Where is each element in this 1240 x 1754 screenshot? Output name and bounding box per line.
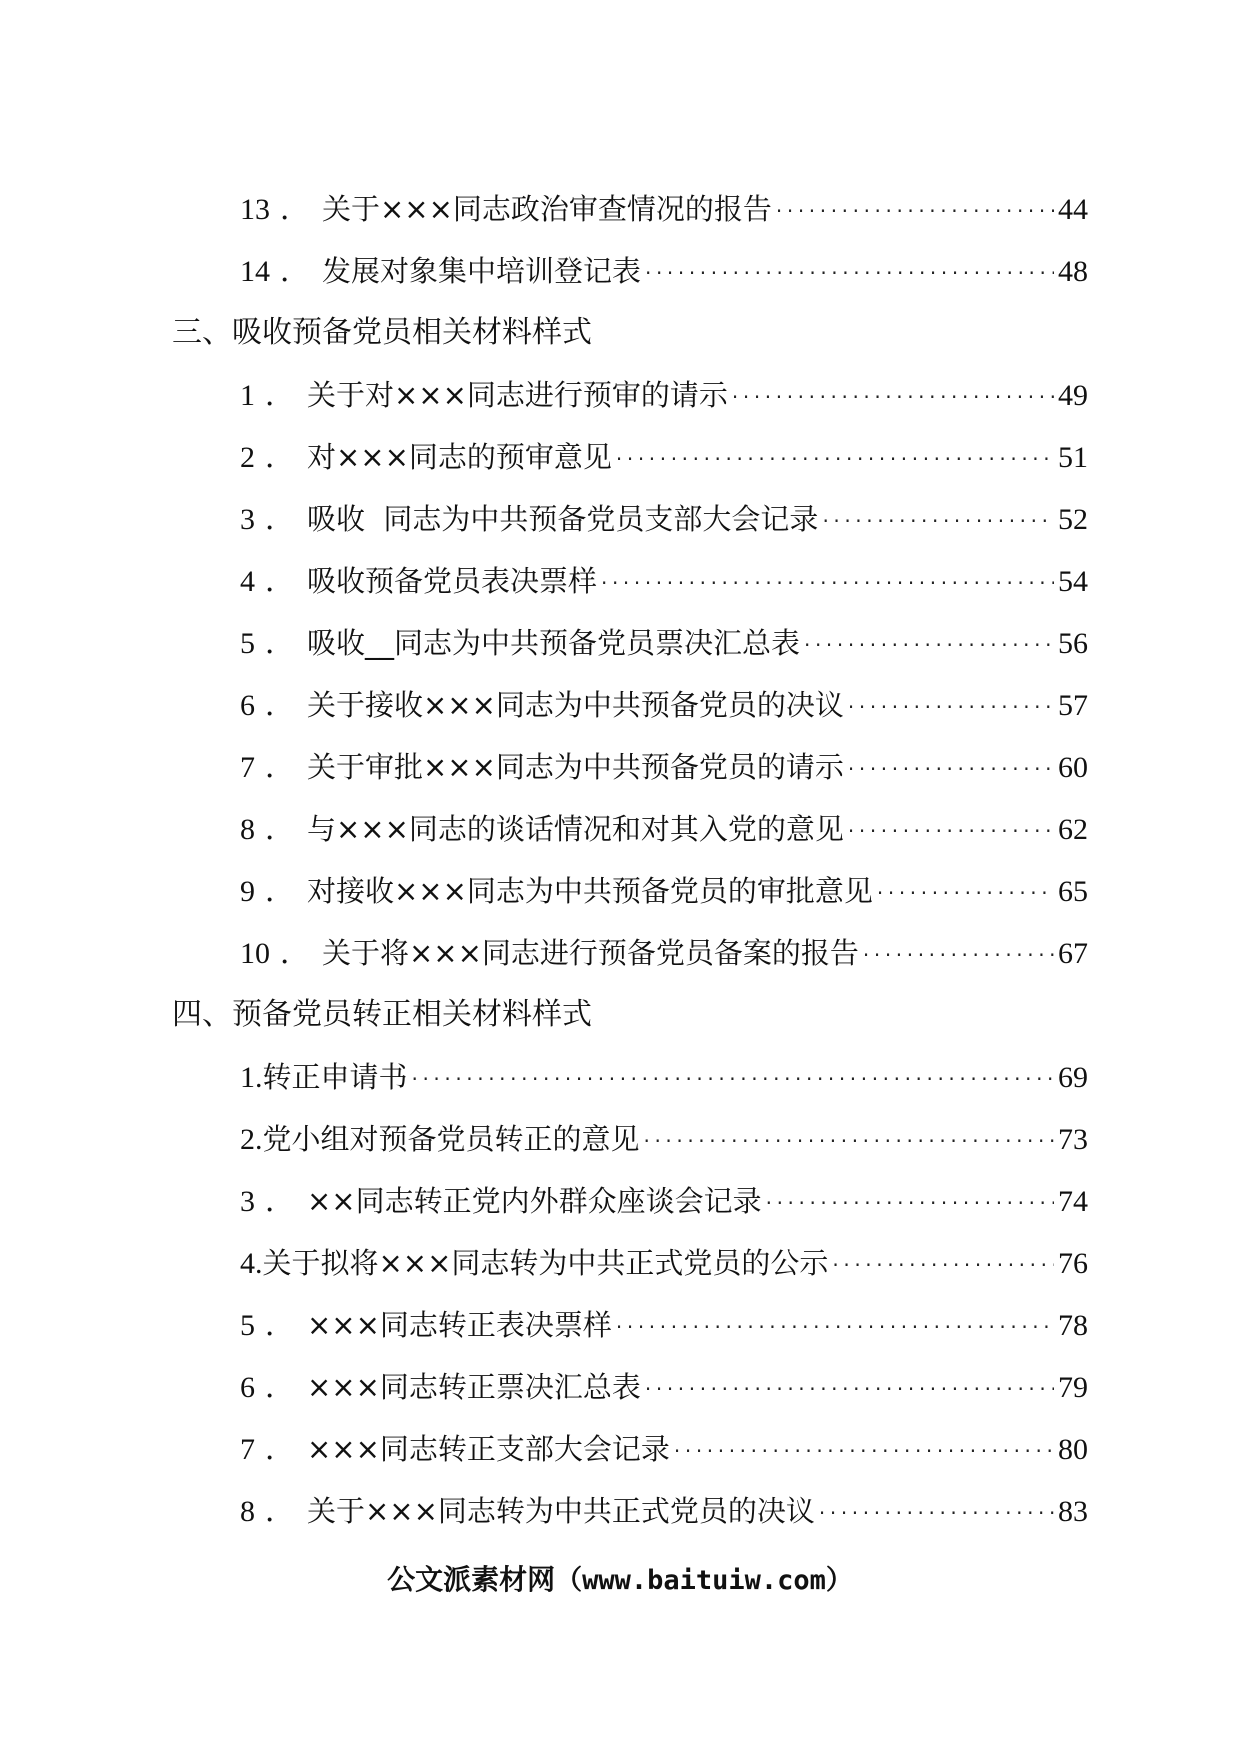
toc-entry-title: 关于将×××同志进行预备党员备案的报告 (322, 936, 859, 970)
toc-entry-separator: ． (265, 689, 295, 722)
toc-entry-number: 2 (240, 441, 255, 474)
toc-entry-title: 党小组对预备党员转正的意见 (262, 1122, 640, 1156)
toc-dot-leader (616, 1294, 1054, 1356)
toc-entry-page: 57 (1058, 689, 1088, 722)
toc-entry-number: 1. (240, 1061, 263, 1094)
toc-entry-separator: ． (265, 751, 295, 784)
toc-entry-title: 吸收 同志为中共预备党员支部大会记录 (307, 502, 819, 536)
toc-entry-separator: ． (265, 379, 295, 412)
toc-entry-number: 8 (240, 1495, 255, 1528)
toc-entry-number: 4. (240, 1247, 263, 1280)
toc-dot-leader (601, 550, 1054, 612)
toc-entry-number: 3 (240, 1185, 255, 1218)
toc-dot-leader (644, 1108, 1054, 1170)
toc-entry[interactable] (240, 364, 1088, 426)
toc-entry-separator: ． (280, 937, 310, 970)
toc-entry[interactable] (240, 1232, 1088, 1294)
toc-entry-page: 48 (1058, 255, 1088, 288)
toc-entry-number: 6 (240, 689, 255, 722)
toc-entry-page: 54 (1058, 565, 1088, 598)
page-footer (0, 1558, 1240, 1603)
toc-entry-title: 对接收×××同志为中共预备党员的审批意见 (307, 874, 873, 908)
toc-entry-page: 79 (1058, 1371, 1088, 1404)
toc-entry-page: 69 (1058, 1061, 1088, 1094)
toc-entry-page: 76 (1058, 1247, 1088, 1280)
toc-entry[interactable] (240, 1170, 1088, 1232)
toc-entry[interactable] (240, 674, 1088, 736)
toc-entry-title: 关于接收×××同志为中共预备党员的决议 (307, 688, 844, 722)
toc-entry-page: 74 (1058, 1185, 1088, 1218)
toc-entry-separator: ． (265, 1185, 295, 1218)
toc-dot-leader (616, 426, 1054, 488)
toc-entry-number: 5 (240, 627, 255, 660)
toc-entry-number: 5 (240, 1309, 255, 1342)
toc-entry-separator: ． (265, 565, 295, 598)
toc-entry-page: 67 (1058, 937, 1088, 970)
toc-section-heading[interactable]: 三、吸收预备党员相关材料样式 (172, 315, 592, 350)
toc-entry[interactable] (240, 1108, 1088, 1170)
toc-dot-leader (674, 1418, 1054, 1480)
toc-entry[interactable] (240, 736, 1088, 798)
toc-entry-page: 65 (1058, 875, 1088, 908)
toc-entry-number: 1 (240, 379, 255, 412)
footer-url[interactable]: （www.baituiw.com） (555, 1565, 853, 1596)
toc-entry[interactable] (240, 1418, 1088, 1480)
toc-entry[interactable] (240, 240, 1088, 302)
toc-entry-title: 吸收__同志为中共预备党员票决汇总表 (307, 626, 801, 660)
toc-entry-separator: ． (280, 193, 310, 226)
toc-dot-leader (863, 922, 1054, 984)
toc-entry-page: 78 (1058, 1309, 1088, 1342)
toc-entry-number: 2. (240, 1123, 263, 1156)
toc-entry-number: 6 (240, 1371, 255, 1404)
toc-dot-leader (848, 736, 1054, 798)
toc-entry[interactable] (240, 178, 1088, 240)
toc-entry-title: 关于对×××同志进行预审的请示 (307, 378, 728, 412)
toc-entry-page: 80 (1058, 1433, 1088, 1466)
toc-entry-title: ×××同志转正票决汇总表 (307, 1370, 641, 1404)
toc-entry-title: 吸收预备党员表决票样 (307, 564, 598, 598)
toc-entry-separator: ． (265, 503, 295, 536)
toc-entry-separator: ． (265, 1433, 295, 1466)
toc-entry-title: 转正申请书 (262, 1060, 408, 1094)
toc-entry-number: 4 (240, 565, 255, 598)
toc-entry[interactable] (240, 488, 1088, 550)
toc-entry[interactable] (240, 1356, 1088, 1418)
toc-dot-leader (732, 364, 1054, 426)
toc-entry-page: 44 (1058, 193, 1088, 226)
toc-entry-page: 60 (1058, 751, 1088, 784)
toc-section-heading[interactable]: 四、预备党员转正相关材料样式 (172, 997, 592, 1032)
toc-entry-separator: ． (265, 1495, 295, 1528)
toc-entry-title: 关于×××同志转为中共正式党员的决议 (307, 1494, 815, 1528)
toc-entry[interactable] (240, 550, 1088, 612)
toc-entry-separator: ． (265, 813, 295, 846)
toc-entry[interactable] (240, 1294, 1088, 1356)
toc-entry-number: 14 (240, 255, 270, 288)
toc-entry[interactable] (240, 860, 1088, 922)
toc-entry-page: 52 (1058, 503, 1088, 536)
toc-entry-separator: ． (265, 441, 295, 474)
footer-site-name: 公文派素材网 (387, 1563, 556, 1596)
toc-entry-title: ×××同志转正支部大会记录 (307, 1432, 670, 1466)
toc-entry-page: 62 (1058, 813, 1088, 846)
toc-dot-leader (877, 860, 1054, 922)
toc-entry[interactable] (240, 1480, 1088, 1542)
toc-entry-separator: ． (280, 255, 310, 288)
toc-entry-title: 关于×××同志政治审查情况的报告 (322, 192, 772, 226)
toc-entry[interactable] (240, 798, 1088, 860)
toc-entry-number: 7 (240, 1433, 255, 1466)
toc-entry-title: ×××同志转正表决票样 (307, 1308, 612, 1342)
toc-dot-leader (776, 178, 1054, 240)
toc-dot-leader (819, 1480, 1054, 1542)
toc-entry-number: 3 (240, 503, 255, 536)
toc-dot-leader (822, 488, 1054, 550)
toc-entry-title: 关于审批×××同志为中共预备党员的请示 (307, 750, 844, 784)
toc-entry-page: 83 (1058, 1495, 1088, 1528)
toc-entry-separator: ． (265, 627, 295, 660)
toc-entry-title: ××同志转正党内外群众座谈会记录 (307, 1184, 762, 1218)
toc-dot-leader (412, 1046, 1054, 1108)
toc-entry-page: 49 (1058, 379, 1088, 412)
toc-dot-leader (645, 1356, 1054, 1418)
toc-dot-leader (645, 240, 1054, 302)
toc-entry-separator: ． (265, 1371, 295, 1404)
toc-entry-separator: ． (265, 875, 295, 908)
toc-entry-title: 发展对象集中培训登记表 (322, 254, 642, 288)
toc-dot-leader (848, 798, 1054, 860)
toc-entry-page: 73 (1058, 1123, 1088, 1156)
toc-entry[interactable] (240, 922, 1088, 984)
toc-entry-page: 56 (1058, 627, 1088, 660)
toc-entry[interactable] (240, 1046, 1088, 1108)
toc-entry-number: 10 (240, 937, 270, 970)
toc-entry[interactable] (240, 612, 1088, 674)
toc-entry-page: 51 (1058, 441, 1088, 474)
toc-dot-leader (766, 1170, 1054, 1232)
toc-entry-number: 8 (240, 813, 255, 846)
toc-entry-number: 9 (240, 875, 255, 908)
toc-entry-number: 7 (240, 751, 255, 784)
toc-entry-title: 对×××同志的预审意见 (307, 440, 612, 474)
toc-entry-separator: ． (265, 1309, 295, 1342)
toc-entry[interactable] (240, 426, 1088, 488)
toc-entry-title: 关于拟将×××同志转为中共正式党员的公示 (262, 1246, 829, 1280)
toc-dot-leader (804, 612, 1054, 674)
toc-dot-leader (848, 674, 1054, 736)
toc-entry-title: 与×××同志的谈话情况和对其入党的意见 (307, 812, 844, 846)
toc-dot-leader (832, 1232, 1054, 1294)
toc-entry-number: 13 (240, 193, 270, 226)
